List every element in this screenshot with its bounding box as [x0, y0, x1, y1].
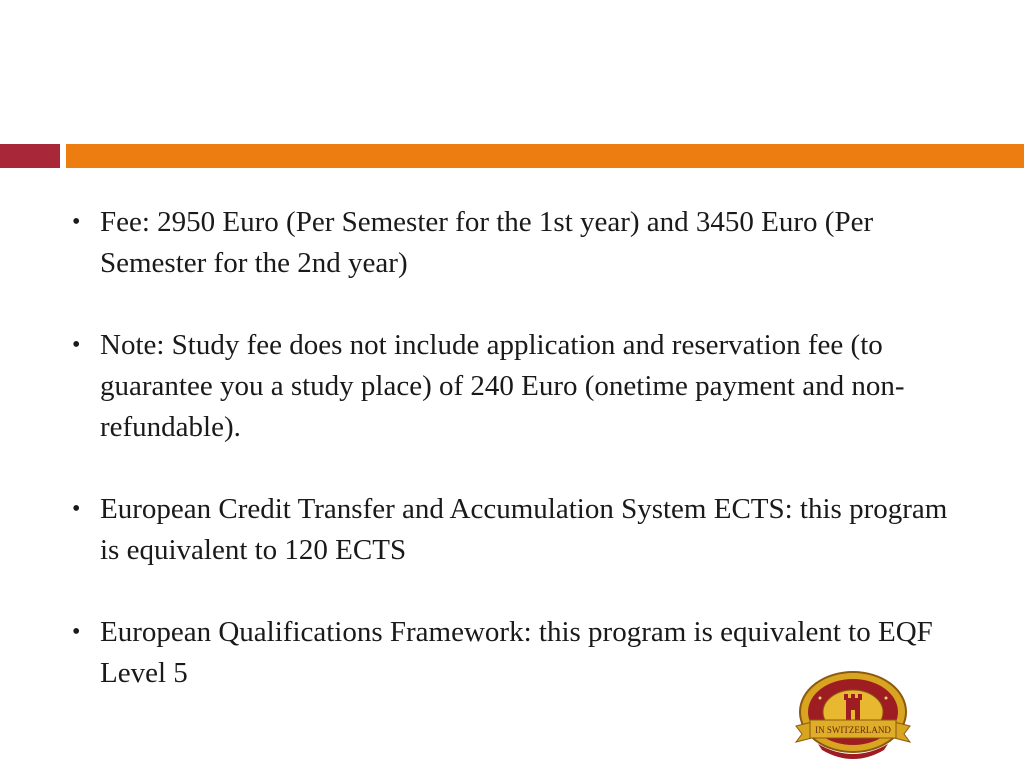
- bullet-item-note: [72, 325, 972, 448]
- crest-logo-icon: [790, 668, 916, 768]
- academy-crest-logo: [790, 668, 916, 768]
- bullet-marker: •: [72, 209, 81, 235]
- bullet-text: Note: Study fee does not include application and reservation fee (to guarantee you a study place) of 240 Euro (onetime payment and non-refundable).: [100, 329, 905, 443]
- bullet-list: [72, 202, 972, 735]
- bullet-text: European Credit Transfer and Accumulation System ECTS: this program is equivalent to 120 ECTS: [100, 493, 948, 566]
- bullet-item-ects: [72, 489, 972, 571]
- bullet-item-fee: [72, 202, 972, 284]
- bullet-marker: •: [72, 619, 81, 645]
- logo-banner-text: IN SWITZERLAND: [815, 725, 891, 735]
- bullet-text: Fee: 2950 Euro (Per Semester for the 1st year) and 3450 Euro (Per Semester for the 2nd year): [100, 206, 874, 279]
- bullet-marker: •: [72, 496, 81, 522]
- header-accent-bar-left: [0, 144, 60, 168]
- bullet-marker: •: [72, 332, 81, 358]
- header-accent-bar-right: [66, 144, 1024, 168]
- bullet-text: European Qualifications Framework: this program is equivalent to EQF Level 5: [100, 616, 933, 689]
